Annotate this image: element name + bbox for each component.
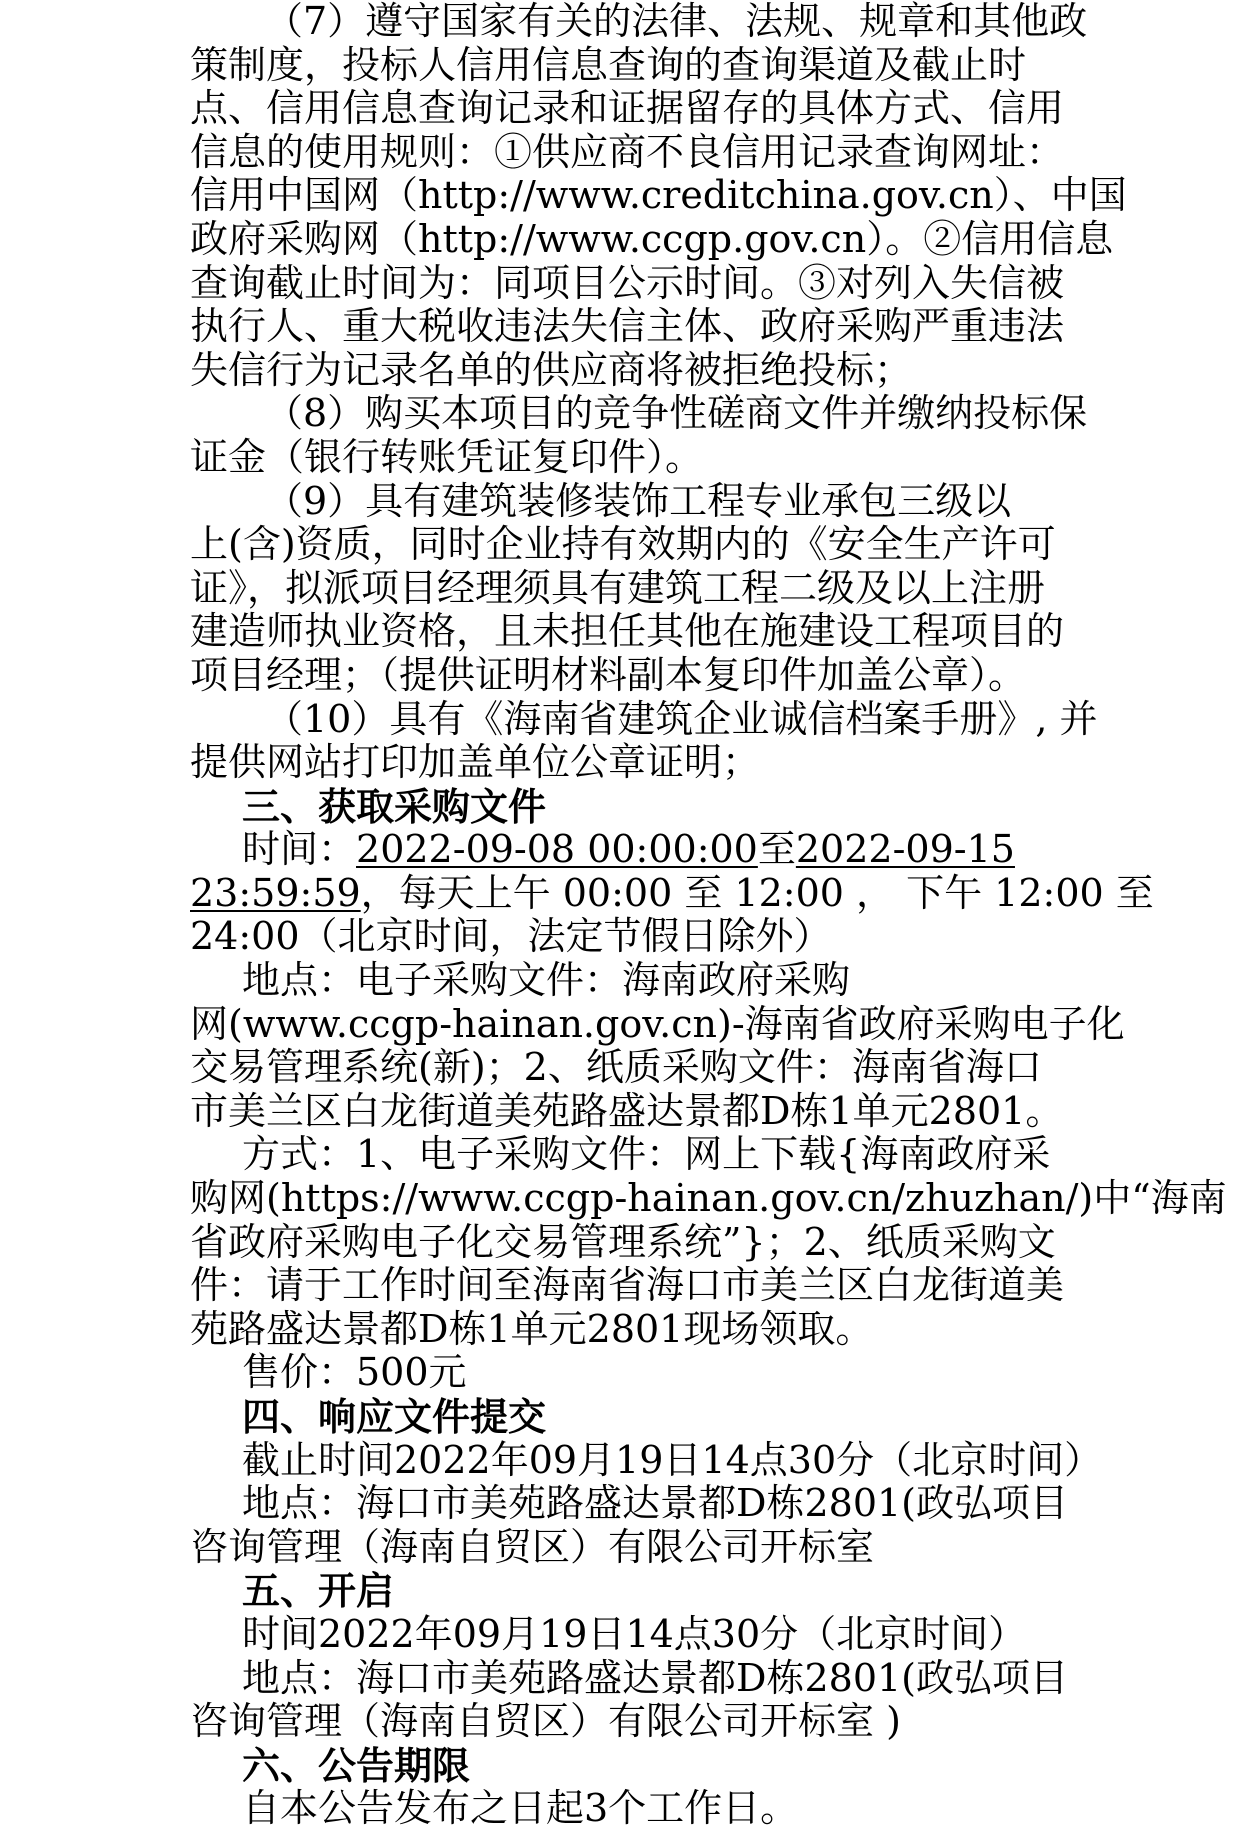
text-line: 24:00（北京时间，法定节假日除外） bbox=[190, 914, 832, 959]
text-line: 网(www.ccgp-hainan.gov.cn)-海南省政府采购电子化 bbox=[190, 1001, 1125, 1046]
text-line: 信息的使用规则：①供应商不良信用记录查询网址： bbox=[190, 129, 1065, 174]
text-line: 证金（银行转账凭证复印件）。 bbox=[190, 434, 704, 479]
time-label: 时间： bbox=[242, 827, 357, 872]
text-line: （7）遵守国家有关的法律、法规、规章和其他政 bbox=[265, 0, 1088, 43]
text-line: 项目经理；（提供证明材料副本复印件加盖公章）。 bbox=[190, 652, 1027, 697]
text-line: 件：请于工作时间至海南省海口市美兰区白龙街道美 bbox=[190, 1263, 1065, 1308]
deadline-line: 截止时间2022年09月19日14点30分（北京时间） bbox=[242, 1437, 1103, 1482]
section-obtain-documents bbox=[190, 783, 1227, 1395]
requirement-item-9 bbox=[190, 478, 1065, 698]
text-line: 政府采购网（http://www.ccgp.gov.cn）。②信用信息 bbox=[190, 216, 1114, 261]
text-line: 证》，拟派项目经理须具有建筑工程二级及以上注册 bbox=[190, 565, 1046, 610]
requirement-item-8 bbox=[190, 391, 1088, 479]
section-heading: 六、公告期限 bbox=[242, 1742, 471, 1788]
text-line: 点、信用信息查询记录和证据留存的具体方式、信用 bbox=[190, 86, 1065, 131]
text-line: （9）具有建筑装修装饰工程专业承包三级以 bbox=[265, 478, 1012, 523]
text-line: 查询截止时间为：同项目公示时间。③对列入失信被 bbox=[190, 260, 1065, 305]
text-line: 建造师执业资格，且未担任其他在施建设工程项目的 bbox=[190, 609, 1065, 654]
text-line: 失信行为记录名单的供应商将被拒绝投标； bbox=[190, 347, 913, 392]
text-line: 购网(https://www.ccgp-hainan.gov.cn/zhuzhan/)中“海南 bbox=[190, 1176, 1227, 1221]
time-line: 时间2022年09月19日14点30分（北京时间） bbox=[242, 1611, 1027, 1656]
text-line: 上(含)资质，同时企业持有效期内的《安全生产许可 bbox=[190, 522, 1056, 567]
text-line: 地点：电子采购文件：海南政府采购 bbox=[242, 958, 851, 1003]
section-notice-period bbox=[190, 1744, 1060, 1831]
text-line: 省政府采购电子化交易管理系统”}；2、纸质采购文 bbox=[190, 1219, 1056, 1264]
text-line: 苑路盛达景都D栋1单元2801现场领取。 bbox=[190, 1306, 874, 1351]
text-line: 市美兰区白龙街道美苑路盛达景都D栋1单元2801。 bbox=[190, 1088, 1064, 1133]
time-line-2 bbox=[190, 870, 1154, 916]
text-line: 提供网站打印加盖单位公章证明； bbox=[190, 740, 761, 785]
section-opening bbox=[190, 1568, 1069, 1744]
to-word: 至 bbox=[757, 827, 796, 872]
document-page bbox=[190, 0, 1227, 1831]
text-line: 咨询管理（海南自贸区）有限公司开标室 ) bbox=[190, 1699, 901, 1744]
price-line: 售价：500元 bbox=[242, 1350, 467, 1395]
text-line: （10）具有《海南省建筑企业诚信档案手册》, 并 bbox=[265, 696, 1098, 741]
time-line bbox=[190, 828, 1060, 872]
daily-hours: ，每天上午 00:00 至 12:00 ， 下午 12:00 至 bbox=[360, 870, 1154, 915]
section-submission bbox=[190, 1394, 1103, 1569]
end-time: 23:59:59 bbox=[190, 870, 361, 915]
text-line: 交易管理系统(新)；2、纸质采购文件：海南省海口 bbox=[190, 1045, 1042, 1090]
text-line: （8）购买本项目的竞争性磋商文件并缴纳投标保 bbox=[265, 391, 1088, 436]
text-line: 方式：1、电子采购文件：网上下载{海南政府采 bbox=[242, 1132, 1051, 1177]
section-heading: 四、响应文件提交 bbox=[242, 1394, 547, 1439]
text-line: 咨询管理（海南自贸区）有限公司开标室 bbox=[190, 1524, 875, 1569]
end-date: 2022-09-15 bbox=[795, 827, 1015, 872]
text-line: 执行人、重大税收违法失信主体、政府采购严重违法 bbox=[190, 304, 1065, 349]
text-line: 地点：海口市美苑路盛达景都D栋2801(政弘项目 bbox=[242, 1655, 1069, 1700]
requirement-item-10 bbox=[190, 696, 1098, 785]
text-line: 信用中国网（http://www.creditchina.gov.cn）、中国 bbox=[190, 173, 1127, 218]
requirement-item-7 bbox=[190, 0, 1127, 392]
text-line: 自本公告发布之日起3个工作日。 bbox=[242, 1786, 799, 1831]
start-time: 2022-09-08 00:00:00 bbox=[356, 827, 758, 872]
section-heading: 五、开启 bbox=[242, 1568, 395, 1614]
section-heading: 三、获取采购文件 bbox=[242, 783, 547, 829]
text-line: 地点：海口市美苑路盛达景都D栋2801(政弘项目 bbox=[242, 1481, 1069, 1526]
text-line: 策制度，投标人信用信息查询的查询渠道及截止时 bbox=[190, 42, 1027, 87]
